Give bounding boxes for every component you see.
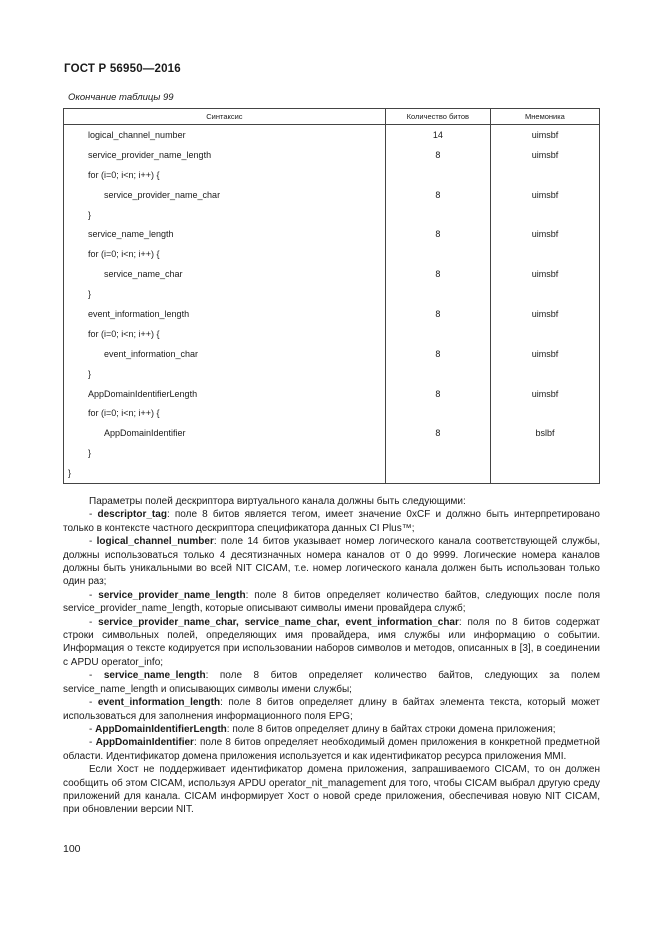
mnemonic-cell: uimsbf [490,344,599,364]
field-term: service_provider_name_length [98,589,246,601]
table-row [64,344,600,364]
bits-cell: 8 [385,145,490,165]
table-row [64,284,600,304]
field-term: event_information_length [97,697,221,709]
bits-cell [385,165,490,185]
paragraph-text: : поле 14 битов указывает номер логического канала соответствующей службы, должны использоваться только 4 десятизначных номера каналов от 0 до 9999. Логические номера каналов должны быть уникальными во всей NIT CICAM, т.е. номер логического канала должен быть использован только один раз; [63,536,601,588]
table-row [64,324,600,344]
table-row [64,443,600,463]
syntax-cell: AppDomainIdentifierLength [64,384,386,404]
bits-cell: 8 [385,304,490,324]
bits-cell [385,284,490,304]
page-number: 100 [63,843,81,855]
table-row [64,384,600,404]
mnemonic-cell [490,463,599,483]
mnemonic-cell: uimsbf [490,384,599,404]
field-term: AppDomainIdentifier [95,737,194,749]
table-row [64,244,600,264]
column-header-bits: Количество битов [385,109,490,125]
table-row [64,165,600,185]
bits-cell: 8 [385,224,490,244]
bits-cell: 8 [385,423,490,443]
mnemonic-cell: uimsbf [490,185,599,205]
paragraph-text: : поле 8 битов определяет необходимый домен приложения в конкретной предметной области. Идентификатор домена приложения используется и как идентификатор ресурса приложения MMI. [63,737,601,762]
table-row [64,403,600,423]
mnemonic-cell: uimsbf [490,304,599,324]
bits-cell [385,364,490,384]
table-row [64,185,600,205]
table-body [64,125,600,484]
paragraph: - AppDomainIdentifier: поле 8 битов определяет необходимый домен приложения в конкретной предметной области. Идентификатор домена приложения используется и как идентификатор ресурса приложения MMI. [63,737,601,762]
bits-cell [385,205,490,225]
paragraph: - service_provider_name_length: поле 8 битов определяет количество байтов, следующих после поля service_provider_name_length, которые описывают символы имени провайдера служб; [63,589,601,615]
syntax-table [63,108,600,484]
syntax-cell: for (i=0; i<n; i++) { [64,244,386,264]
paragraph-text: : поле 8 битов является тегом, имеет значение 0xCF и должно быть интерпретировано только в контексте частного дескриптора спецификатора данных CI Plus™; [63,509,600,534]
bits-cell [385,463,490,483]
mnemonic-cell [490,443,599,463]
bits-cell [385,324,490,344]
table-row [64,364,600,384]
paragraph-text: : поле 8 битов определяет количество байтов, следующих за полем service_name_length и описывающих символы имени службы; [63,670,601,695]
table-row [64,423,600,443]
table-row [64,224,600,244]
syntax-cell: service_provider_name_length [64,145,386,165]
mnemonic-cell [490,284,599,304]
bits-cell [385,443,490,463]
syntax-cell: event_information_char [64,344,386,364]
syntax-cell: for (i=0; i<n; i++) { [64,324,386,344]
mnemonic-cell: uimsbf [490,145,599,165]
bits-cell: 8 [385,384,490,404]
paragraph: - AppDomainIdentifierLength: поле 8 битов определяет длину в байтах строки домена приложения; [89,723,556,735]
table-row [64,304,600,324]
paragraph-text: Параметры полей дескриптора виртуального канала должны быть следующими: [89,496,466,507]
bits-cell [385,244,490,264]
syntax-cell: logical_channel_number [64,125,386,145]
syntax-cell: AppDomainIdentifier [64,423,386,443]
syntax-cell: } [64,463,386,483]
body-text [63,495,600,817]
paragraph-text: : поле 8 битов определяет количество байтов, следующих после поля service_provider_name_length, которые описывают символы имени провайдера служб; [63,589,601,615]
table-row [64,264,600,284]
table-header-row [64,109,600,125]
bits-cell: 8 [385,264,490,284]
bits-cell [385,403,490,423]
syntax-cell: } [64,284,386,304]
mnemonic-cell: bslbf [490,423,599,443]
column-header-syntax: Синтаксис [64,109,386,125]
syntax-cell: service_name_length [64,224,386,244]
table-row [64,145,600,165]
syntax-cell: } [64,364,386,384]
syntax-cell: } [64,205,386,225]
field-term: AppDomainIdentifierLength [95,723,227,735]
mnemonic-cell: uimsbf [490,264,599,284]
paragraph-text: : поля по 8 битов содержат строки символьных полей, определяющих имя провайдера, имя службы или информацию о событии. Информация о тексте кодируется при использовании наборов символов и методов, описанных в [3], в соединении с APDU operator_info; [63,616,600,668]
mnemonic-cell [490,324,599,344]
syntax-cell: service_name_char [64,264,386,284]
bits-cell: 8 [385,344,490,364]
paragraph: - logical_channel_number: поле 14 битов указывает номер логического канала соответствующей службы, должны использоваться только 4 десятизначных номера каналов от 0 до 9999. Логические номера каналов должны быть уникальными во всей NIT CICAM, т.е. номер логического канала должен быть использован только один раз; [63,536,601,588]
syntax-cell: } [64,443,386,463]
paragraph [63,495,600,508]
syntax-cell: for (i=0; i<n; i++) { [64,165,386,185]
bits-cell: 8 [385,185,490,205]
paragraph-text: : поле 8 битов определяет длину в байтах строки домена приложения; [226,723,556,735]
mnemonic-cell [490,403,599,423]
column-header-mnemonic: Мнемоника [490,109,599,125]
mnemonic-cell: uimsbf [490,224,599,244]
syntax-cell: event_information_length [64,304,386,324]
syntax-cell: for (i=0; i<n; i++) { [64,403,386,423]
field-term: logical_channel_number [96,536,214,548]
mnemonic-cell [490,364,599,384]
mnemonic-cell [490,244,599,264]
field-term: service_provider_name_char, service_name_char, event_information_char [98,616,459,628]
syntax-cell: service_provider_name_char [64,185,386,205]
bits-cell: 14 [385,125,490,145]
field-term: descriptor_tag [97,509,167,521]
paragraph-text: : поле 8 битов определяет длину в байтах элемента текста, который может использоваться для заполнения информационного поля EPG; [63,697,601,722]
document-header: ГОСТ Р 56950—2016 [64,63,181,75]
paragraph-text: Если Хост не поддерживает идентификатор домена приложения, запрашиваемого CICAM, то он должен сообщить об этом CICAM, используя APDU operator_nit_management для того, чтобы CICAM выбрал другую среду приложений для канала. CICAM информирует Хост о новой среде приложения, обеспечивая новую NIT CICAM, при обновлении версии NIT. [63,764,600,816]
paragraph: - descriptor_tag: поле 8 битов является тегом, имеет значение 0xCF и должно быть интерпретировано только в контексте частного дескриптора спецификатора данных CI Plus™; [63,509,600,534]
paragraph: - service_provider_name_char, service_name_char, event_information_char: поля по 8 битов содержат строки символьных полей, определяющих имя провайдера, имя службы или информацию о событии. Информация о тексте кодируется при использовании наборов символов и методов, описанных в [3], в соединении с APDU operator_info; [63,616,600,668]
paragraph: - event_information_length: поле 8 битов определяет длину в байтах элемента текста, который может использоваться для заполнения информационного поля EPG; [63,697,601,722]
table-row [64,125,600,145]
paragraph: - service_name_length: поле 8 битов определяет количество байтов, следующих за полем service_name_length и описывающих символы имени службы; [63,670,601,695]
mnemonic-cell: uimsbf [490,125,599,145]
table-row [64,463,600,483]
table-caption: Окончание таблицы 99 [68,92,174,103]
table-row [64,205,600,225]
mnemonic-cell [490,205,599,225]
paragraph [63,763,600,817]
mnemonic-cell [490,165,599,185]
field-term: service_name_length [103,670,206,682]
